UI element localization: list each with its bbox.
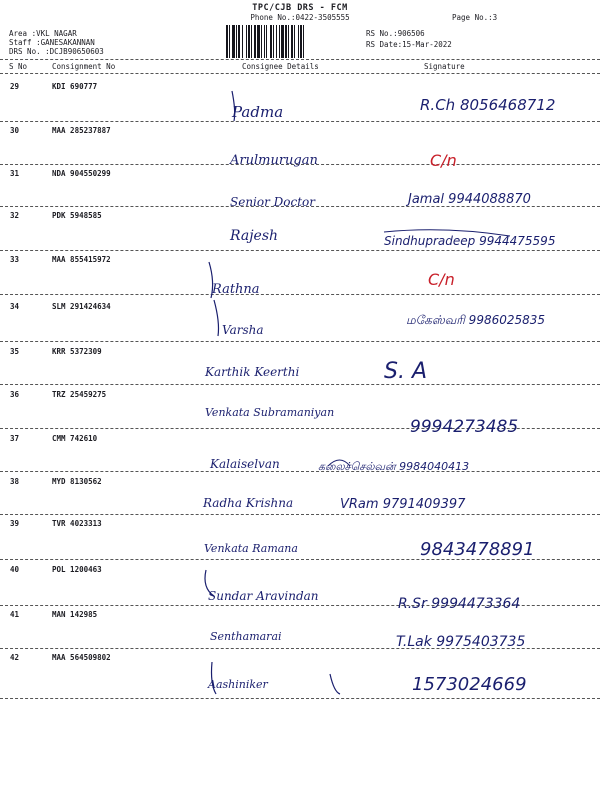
row-divider — [0, 294, 600, 295]
row-serial-number: 29 — [10, 82, 20, 91]
row-serial-number: 37 — [10, 434, 20, 443]
row-consignment-number: POL 1200463 — [52, 565, 102, 574]
handwritten-signature: C/n — [428, 270, 455, 289]
col-consignment-header: Consignment No — [52, 62, 116, 71]
handwritten-name: Padma — [232, 103, 284, 121]
page-number: Page No.:3 — [452, 13, 498, 22]
row-serial-number: 41 — [10, 610, 20, 619]
header-divider-bottom — [0, 73, 600, 74]
row-serial-number: 42 — [10, 653, 20, 662]
rs-number: RS No.:906506 — [366, 29, 425, 38]
pen-stroke — [384, 230, 510, 236]
row-consignment-number: MAA 855415972 — [52, 255, 111, 264]
handwritten-name: Arulmurugan — [230, 153, 318, 168]
sheet-title: TPC/CJB DRS - FCM — [252, 3, 348, 13]
row-divider — [0, 121, 600, 122]
handwritten-signature: Jamal 9944088870 — [408, 192, 531, 207]
row-divider — [0, 471, 600, 472]
handwritten-name: Venkata Ramana — [204, 542, 298, 555]
header-divider — [0, 59, 600, 60]
row-divider — [0, 206, 600, 207]
row-consignment-number: KDI 690777 — [52, 82, 98, 91]
handwritten-name: Rajesh — [230, 228, 279, 244]
area-label: Area :VKL NAGAR — [9, 29, 77, 38]
handwritten-signature: T.Lak 9975403735 — [396, 634, 526, 650]
handwritten-signature: R.Sr 9994473364 — [398, 596, 521, 612]
drs-number: DRS No. :DCJB90650603 — [9, 47, 104, 56]
pen-stroke — [212, 662, 217, 694]
pen-stroke — [330, 674, 340, 694]
barcode — [226, 25, 354, 58]
phone-number: Phone No.:0422-3505555 — [250, 13, 350, 22]
row-divider — [0, 605, 600, 606]
row-divider — [0, 428, 600, 429]
handwritten-name: Varsha — [222, 323, 264, 337]
row-consignment-number: PDK 5948585 — [52, 211, 102, 220]
handwritten-signature: 9843478891 — [420, 539, 535, 560]
row-serial-number: 32 — [10, 211, 20, 220]
pen-stroke — [209, 262, 219, 336]
rs-date: RS Date:15-Mar-2022 — [366, 40, 452, 49]
handwritten-signature: 9994273485 — [410, 417, 519, 437]
row-serial-number: 35 — [10, 347, 20, 356]
row-consignment-number: NDA 904550299 — [52, 169, 111, 178]
row-consignment-number: TVR 4023313 — [52, 519, 102, 528]
handwritten-name: Rathna — [212, 282, 260, 297]
row-divider — [0, 341, 600, 342]
row-divider — [0, 384, 600, 385]
pen-stroke — [205, 570, 214, 596]
row-serial-number: 36 — [10, 390, 20, 399]
handwritten-signature: C/n — [430, 151, 457, 170]
handwritten-name: Senior Doctor — [230, 195, 316, 209]
row-serial-number: 30 — [10, 126, 20, 135]
handwritten-name: Kalaiselvan — [210, 457, 280, 471]
handwritten-name: Venkata Subramaniyan — [205, 406, 335, 419]
handwritten-name: Sundar Aravindan — [208, 589, 319, 603]
row-serial-number: 33 — [10, 255, 20, 264]
row-consignment-number: MAN 142985 — [52, 610, 98, 619]
row-divider — [0, 648, 600, 649]
handwritten-signature: 1573024669 — [412, 674, 527, 695]
staff-label: Staff :GANESAKANNAN — [9, 38, 95, 47]
pen-stroke — [232, 91, 235, 121]
row-divider — [0, 250, 600, 251]
row-consignment-number: KRR 5372309 — [52, 347, 102, 356]
row-consignment-number: SLM 291424634 — [52, 302, 111, 311]
handwritten-name: Senthamarai — [210, 630, 282, 643]
handwritten-signature: மகேஸ்வரி 9986025835 — [406, 313, 546, 327]
handwritten-signature: R.Ch 8056468712 — [420, 96, 556, 114]
row-consignment-number: MYD 8130562 — [52, 477, 102, 486]
row-consignment-number: CMM 742610 — [52, 434, 98, 443]
row-serial-number: 34 — [10, 302, 20, 311]
row-serial-number: 39 — [10, 519, 20, 528]
row-serial-number: 40 — [10, 565, 20, 574]
row-divider — [0, 164, 600, 165]
row-serial-number: 31 — [10, 169, 20, 178]
row-serial-number: 38 — [10, 477, 20, 486]
row-consignment-number: MAA 285237887 — [52, 126, 111, 135]
handwritten-signature: VRam 9791409397 — [340, 497, 466, 512]
row-divider — [0, 514, 600, 515]
handwritten-signature: கலைச்செல்வன் 9984040413 — [318, 460, 470, 473]
row-consignment-number: TRZ 25459275 — [52, 390, 107, 399]
handwritten-name: Karthik Keerthi — [205, 365, 300, 379]
col-sno-header: S No — [9, 62, 28, 71]
handwritten-signature: Sindhupradeep 9944475595 — [384, 234, 556, 248]
handwritten-signature: S. A — [384, 359, 428, 384]
col-consignee-header: Consignee Details — [242, 62, 319, 71]
row-consignment-number: MAA 564509802 — [52, 653, 111, 662]
row-divider — [0, 698, 600, 699]
handwritten-name: Aashiniker — [208, 678, 268, 691]
row-divider — [0, 559, 600, 560]
handwritten-name: Radha Krishna — [203, 496, 294, 510]
pen-stroke — [328, 460, 350, 466]
col-signature-header: Signature — [424, 62, 465, 71]
